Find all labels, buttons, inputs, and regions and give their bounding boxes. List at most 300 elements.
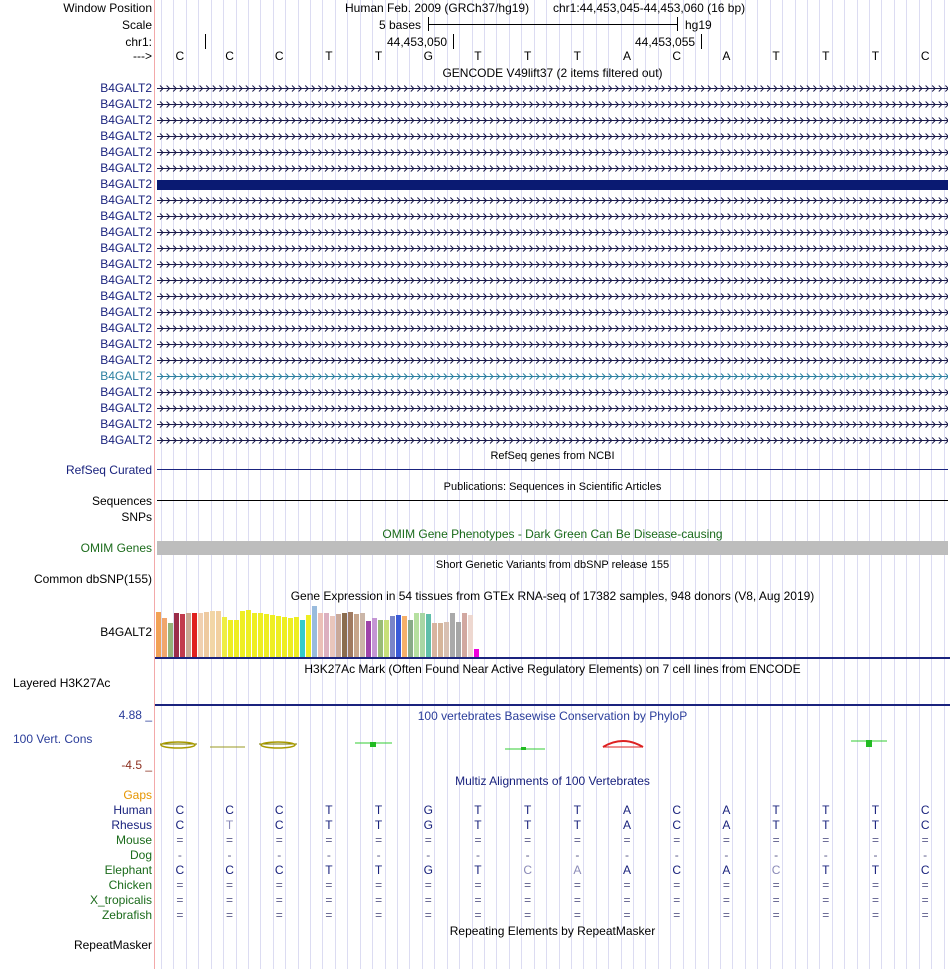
- gtex-bar[interactable]: [252, 613, 257, 657]
- alignment-base: T: [374, 818, 383, 832]
- alignment-base: =: [275, 833, 283, 847]
- alignment-base: T: [374, 803, 383, 817]
- alignment-base: T: [325, 863, 333, 877]
- gencode-transcript[interactable]: [157, 116, 948, 125]
- gencode-item-label[interactable]: B4GALT2: [100, 305, 152, 319]
- alignment-base: C: [523, 863, 532, 877]
- alignment-base: -: [227, 848, 232, 862]
- reference-base: T: [822, 49, 830, 63]
- alignment-base: -: [873, 848, 878, 862]
- gencode-item-label[interactable]: B4GALT2: [100, 401, 152, 415]
- reference-base: T: [772, 49, 780, 63]
- reference-base: T: [374, 49, 383, 63]
- gencode-item-label[interactable]: B4GALT2: [100, 113, 152, 127]
- gencode-item-label[interactable]: B4GALT2: [100, 337, 152, 351]
- publications-title: Publications: Sequences in Scientific Articles: [443, 481, 662, 493]
- refseq-title: RefSeq genes from NCBI: [490, 450, 615, 462]
- alignment-base: =: [275, 893, 283, 907]
- gencode-transcript[interactable]: [157, 308, 948, 317]
- alignment-base: C: [274, 818, 284, 832]
- reference-base: A: [623, 49, 632, 63]
- track-image[interactable]: [155, 0, 950, 969]
- gencode-item-label[interactable]: B4GALT2: [100, 369, 152, 383]
- gencode-item-label[interactable]: B4GALT2: [100, 145, 152, 159]
- alignment-base: =: [673, 878, 681, 892]
- gtex-bar[interactable]: [330, 616, 335, 657]
- alignment-base: =: [325, 833, 333, 847]
- gencode-transcript[interactable]: [157, 148, 948, 157]
- alignment-base: =: [822, 878, 830, 892]
- gtex-bar[interactable]: [270, 615, 275, 657]
- gtex-bar[interactable]: [348, 612, 353, 657]
- alignment-base: T: [474, 803, 482, 817]
- chrom-label: chr1:: [125, 35, 152, 49]
- gtex-bar[interactable]: [210, 611, 215, 657]
- alignment-base: =: [573, 833, 581, 847]
- gencode-transcript[interactable]: [157, 132, 948, 141]
- alignment-base: T: [822, 818, 830, 832]
- gencode-item-label[interactable]: B4GALT2: [100, 433, 152, 447]
- gencode-item-label[interactable]: B4GALT2: [100, 97, 152, 111]
- reference-base: T: [871, 49, 880, 63]
- h3k27ac-title: H3K27Ac Mark (Often Found Near Active Regulatory Elements) on 7 cell lines from ENCODE: [304, 662, 801, 676]
- gtex-bar[interactable]: [162, 618, 167, 657]
- alignment-base: =: [375, 893, 383, 907]
- alignment-base: A: [722, 818, 731, 832]
- alignment-base: =: [226, 908, 234, 922]
- gencode-transcript[interactable]: [157, 388, 948, 397]
- gencode-transcript[interactable]: [157, 436, 948, 445]
- alignment-base: =: [275, 878, 283, 892]
- alignment-base: =: [573, 878, 581, 892]
- dbsnp-label[interactable]: Common dbSNP(155): [33, 572, 152, 586]
- phylop-mark: [521, 747, 526, 750]
- phylop-label[interactable]: 100 Vert. Cons: [13, 732, 93, 746]
- reference-base: C: [920, 49, 930, 63]
- scale-text: 5 bases: [379, 18, 422, 32]
- tick-2: [453, 34, 454, 49]
- alignment-base: T: [523, 818, 532, 832]
- gtex-bar[interactable]: [420, 613, 425, 657]
- alignment-base: -: [177, 848, 182, 862]
- alignment-base: A: [722, 863, 731, 877]
- gencode-item-label[interactable]: B4GALT2: [100, 385, 152, 399]
- species-label: Elephant: [104, 863, 152, 877]
- alignment-base: =: [424, 833, 432, 847]
- gencode-item-label[interactable]: B4GALT2: [100, 241, 152, 255]
- assembly-title: Human Feb. 2009 (GRCh37/hg19): [345, 1, 530, 15]
- gtex-bar[interactable]: [240, 611, 245, 657]
- alignment-base: T: [474, 863, 482, 877]
- phylop-graph[interactable]: [155, 734, 950, 754]
- coord-1: 44,453,050: [387, 35, 448, 49]
- alignment-base: C: [225, 863, 234, 877]
- species-label: Dog: [129, 848, 152, 862]
- gtex-bar[interactable]: [180, 614, 185, 657]
- gtex-bar[interactable]: [174, 613, 179, 657]
- gtex-bar[interactable]: [186, 613, 191, 657]
- alignment-base: =: [275, 908, 283, 922]
- species-label: Mouse: [115, 833, 152, 847]
- gencode-item-label[interactable]: B4GALT2: [100, 177, 152, 191]
- alignment-base: =: [524, 893, 532, 907]
- alignment-base: =: [921, 908, 929, 922]
- alignment-base: =: [573, 893, 581, 907]
- gtex-bar[interactable]: [198, 613, 203, 657]
- publications-line[interactable]: [157, 500, 948, 501]
- phylop-mark: [370, 742, 376, 747]
- gtex-bar[interactable]: [444, 622, 449, 657]
- species-label: Human: [113, 803, 152, 817]
- alignment-base: A: [573, 863, 582, 877]
- gencode-item-label[interactable]: B4GALT2: [100, 193, 152, 207]
- alignment-base: =: [474, 908, 482, 922]
- alignment-base: C: [175, 818, 185, 832]
- alignment-base: -: [575, 848, 580, 862]
- alignment-base: =: [673, 908, 681, 922]
- gtex-bar[interactable]: [468, 615, 473, 657]
- refseq-line[interactable]: [157, 469, 948, 470]
- alignment-base: =: [226, 833, 234, 847]
- reference-base: C: [175, 49, 185, 63]
- gtex-bar[interactable]: [204, 612, 209, 657]
- gencode-transcript[interactable]: [157, 164, 948, 173]
- gtex-bar[interactable]: [216, 611, 221, 657]
- gtex-bar[interactable]: [462, 613, 467, 657]
- alignment-base: =: [722, 833, 730, 847]
- alignment-base: =: [226, 878, 234, 892]
- scale-bar: [428, 17, 678, 31]
- alignment-base: T: [772, 803, 780, 817]
- phylop-max: 4.88 _: [118, 708, 152, 722]
- alignment-base: =: [772, 893, 780, 907]
- gtex-bar[interactable]: [168, 623, 173, 657]
- phylop-mark: [866, 740, 872, 747]
- alignment-base: =: [176, 908, 184, 922]
- alignment-base: G: [423, 818, 433, 832]
- alignment-base: =: [375, 833, 383, 847]
- gtex-bar[interactable]: [318, 613, 323, 657]
- species-label: X_tropicalis: [89, 893, 152, 907]
- reference-base: T: [325, 49, 333, 63]
- gtex-bar[interactable]: [156, 612, 161, 657]
- alignment-base: =: [375, 908, 383, 922]
- alignment-base: =: [226, 893, 234, 907]
- alignment-base: =: [822, 833, 830, 847]
- gencode-item-label[interactable]: B4GALT2: [100, 289, 152, 303]
- gencode-transcript[interactable]: [157, 324, 948, 333]
- gtex-bar[interactable]: [372, 618, 377, 657]
- gencode-transcript[interactable]: [157, 84, 948, 93]
- alignment-base: C: [274, 863, 284, 877]
- alignment-base: T: [573, 818, 582, 832]
- alignment-base: -: [923, 848, 928, 862]
- gencode-transcript[interactable]: [157, 420, 948, 429]
- alignment-base: T: [871, 863, 880, 877]
- gencode-transcript[interactable]: [157, 196, 948, 205]
- alignment-base: =: [424, 878, 432, 892]
- alignment-base: C: [225, 803, 234, 817]
- alignment-base: -: [625, 848, 630, 862]
- reference-base: C: [672, 49, 682, 63]
- position-readout: chr1:44,453,045-44,453,060 (16 bp): [553, 1, 746, 15]
- phylop-min: -4.5 _: [121, 758, 152, 772]
- alignment-base: C: [771, 863, 781, 877]
- gtex-bar[interactable]: [276, 616, 281, 657]
- alignment-base: =: [722, 878, 730, 892]
- gtex-bar[interactable]: [438, 623, 443, 657]
- gencode-item-label[interactable]: B4GALT2: [100, 321, 152, 335]
- gencode-transcript[interactable]: [157, 356, 948, 365]
- alignment-base: -: [326, 848, 331, 862]
- alignment-base: =: [176, 833, 184, 847]
- multiz-title: Multiz Alignments of 100 Vertebrates: [455, 774, 650, 788]
- gencode-item-label[interactable]: B4GALT2: [100, 81, 152, 95]
- alignment-base: =: [474, 878, 482, 892]
- alignment-base: A: [623, 863, 632, 877]
- alignment-base: =: [871, 833, 879, 847]
- gencode-transcript[interactable]: [157, 404, 948, 413]
- omim-bar[interactable]: [157, 541, 948, 555]
- gencode-transcript[interactable]: [157, 244, 948, 253]
- alignment-base: -: [525, 848, 530, 862]
- alignment-base: =: [325, 908, 333, 922]
- gtex-bar[interactable]: [384, 620, 389, 657]
- repeatmasker-title: Repeating Elements by RepeatMasker: [449, 924, 656, 938]
- alignment-base: T: [325, 803, 333, 817]
- alignment-base: =: [524, 833, 532, 847]
- gtex-bar[interactable]: [288, 618, 293, 657]
- gtex-bar[interactable]: [300, 620, 305, 657]
- gtex-bar[interactable]: [432, 623, 437, 657]
- reference-base: T: [474, 49, 482, 63]
- gencode-transcript[interactable]: [157, 372, 948, 381]
- h3k27ac-label[interactable]: Layered H3K27Ac: [13, 676, 111, 690]
- alignment-base: =: [772, 908, 780, 922]
- track-labels-sidebar: [0, 0, 154, 969]
- gtex-bar[interactable]: [282, 617, 287, 657]
- gencode-item-label[interactable]: B4GALT2: [100, 417, 152, 431]
- alignment-base: -: [277, 848, 282, 862]
- alignment-base: =: [822, 893, 830, 907]
- gtex-bar[interactable]: [414, 613, 419, 657]
- phylop-mark: [161, 742, 195, 748]
- alignment-base: =: [673, 833, 681, 847]
- sequences-label[interactable]: Sequences: [91, 494, 152, 508]
- alignment-base: =: [822, 908, 830, 922]
- reference-base: C: [274, 49, 284, 63]
- gtex-title: Gene Expression in 54 tissues from GTEx RNA-seq of 17382 samples, 948 donors (V8, Aug 2019): [290, 589, 815, 603]
- alignment-base: =: [424, 908, 432, 922]
- alignment-base: -: [376, 848, 381, 862]
- alignment-base: T: [474, 818, 482, 832]
- alignment-base: T: [822, 803, 830, 817]
- gtex-bar[interactable]: [390, 616, 395, 657]
- gtex-bar[interactable]: [306, 615, 311, 657]
- alignment-base: C: [274, 803, 284, 817]
- species-label: Chicken: [108, 878, 152, 892]
- alignment-base: C: [672, 818, 682, 832]
- gencode-transcript[interactable]: [157, 100, 948, 109]
- gencode-transcript[interactable]: [157, 260, 948, 269]
- gtex-bar[interactable]: [378, 620, 383, 657]
- gtex-bar[interactable]: [366, 621, 371, 657]
- gtex-bar[interactable]: [258, 613, 263, 657]
- alignment-base: =: [921, 833, 929, 847]
- phylop-title: 100 vertebrates Basewise Conservation by PhyloP: [417, 709, 688, 723]
- gencode-transcript[interactable]: [157, 340, 948, 349]
- gencode-transcript[interactable]: [157, 180, 948, 190]
- alignment-base: =: [921, 878, 929, 892]
- alignment-base: T: [871, 818, 880, 832]
- alignment-base: C: [672, 803, 682, 817]
- alignment-base: =: [871, 878, 879, 892]
- alignment-base: C: [672, 863, 682, 877]
- omim-label[interactable]: OMIM Genes: [80, 541, 152, 555]
- gencode-item-label[interactable]: B4GALT2: [100, 257, 152, 271]
- gencode-transcript[interactable]: [157, 276, 948, 285]
- species-label: Zebrafish: [101, 908, 152, 922]
- gtex-bar[interactable]: [336, 614, 341, 657]
- gtex-bar[interactable]: [234, 620, 239, 657]
- gtex-bar[interactable]: [228, 620, 233, 657]
- gtex-bar[interactable]: [222, 617, 227, 657]
- gencode-item-label[interactable]: B4GALT2: [100, 273, 152, 287]
- alignment-base: =: [474, 833, 482, 847]
- alignment-base: C: [920, 803, 930, 817]
- reference-base: G: [423, 49, 433, 63]
- alignment-base: G: [423, 803, 433, 817]
- reference-base: T: [573, 49, 582, 63]
- scale-label: Scale: [121, 18, 152, 32]
- alignment-base: -: [774, 848, 779, 862]
- alignment-base: =: [424, 893, 432, 907]
- omim-title: OMIM Gene Phenotypes - Dark Green Can Be Disease-causing: [382, 527, 723, 541]
- gtex-bar[interactable]: [192, 613, 197, 657]
- gtex-bar[interactable]: [474, 649, 479, 657]
- reference-base: A: [722, 49, 731, 63]
- window-position-label: Window Position: [63, 1, 152, 15]
- gtex-bar[interactable]: [426, 614, 431, 657]
- gtex-bar[interactable]: [396, 615, 401, 657]
- coord-2: 44,453,055: [635, 35, 696, 49]
- gtex-bar[interactable]: [324, 613, 329, 657]
- alignment-base: C: [920, 818, 930, 832]
- gtex-bar[interactable]: [450, 613, 455, 657]
- refseq-label[interactable]: RefSeq Curated: [65, 463, 152, 477]
- gencode-transcript[interactable]: [157, 228, 948, 237]
- alignment-base: =: [623, 878, 631, 892]
- repeatmasker-label[interactable]: RepeatMasker: [73, 938, 152, 952]
- species-label: Rhesus: [111, 818, 152, 832]
- gaps-label: Gaps: [123, 788, 152, 802]
- alignment-base: =: [474, 893, 482, 907]
- alignment-base: -: [674, 848, 679, 862]
- reference-base: C: [225, 49, 234, 63]
- strand-label: --->: [133, 49, 152, 63]
- alignment-base: =: [772, 878, 780, 892]
- gtex-bar[interactable]: [354, 614, 359, 657]
- alignment-base: =: [623, 833, 631, 847]
- alignment-base: T: [225, 818, 234, 832]
- alignment-base: =: [176, 878, 184, 892]
- alignment-base: T: [374, 863, 383, 877]
- gtex-bar[interactable]: [408, 620, 413, 657]
- gencode-item-label[interactable]: B4GALT2: [100, 353, 152, 367]
- gencode-item-label[interactable]: B4GALT2: [100, 225, 152, 239]
- alignment-base: C: [175, 803, 185, 817]
- h3k27ac-line[interactable]: [155, 704, 950, 706]
- alignment-base: =: [524, 908, 532, 922]
- phylop-mark: [261, 742, 295, 748]
- alignment-base: -: [426, 848, 431, 862]
- gencode-transcript[interactable]: [157, 292, 948, 301]
- alignment-base: =: [325, 893, 333, 907]
- alignment-base: =: [524, 878, 532, 892]
- gtex-bar[interactable]: [342, 613, 347, 657]
- gencode-item-label[interactable]: B4GALT2: [100, 209, 152, 223]
- alignment-base: C: [920, 863, 930, 877]
- alignment-base: =: [871, 893, 879, 907]
- gencode-item-label[interactable]: B4GALT2: [100, 161, 152, 175]
- alignment-base: =: [375, 878, 383, 892]
- alignment-base: A: [722, 803, 731, 817]
- alignment-base: T: [573, 803, 582, 817]
- alignment-base: A: [623, 818, 632, 832]
- alignment-base: =: [722, 908, 730, 922]
- alignment-base: =: [722, 893, 730, 907]
- alignment-base: T: [822, 863, 830, 877]
- alignment-base: =: [325, 878, 333, 892]
- alignment-base: =: [623, 908, 631, 922]
- scale-db: hg19: [685, 18, 712, 32]
- alignment-base: -: [475, 848, 480, 862]
- dbsnp-title: Short Genetic Variants from dbSNP release 155: [435, 559, 670, 571]
- alignment-base: =: [623, 893, 631, 907]
- gencode-transcript[interactable]: [157, 212, 948, 221]
- gtex-baseline: [155, 657, 950, 659]
- gtex-label[interactable]: B4GALT2: [100, 625, 152, 639]
- alignment-base: T: [325, 818, 333, 832]
- gtex-bar[interactable]: [402, 616, 407, 657]
- alignment-base: T: [772, 818, 780, 832]
- snps-label[interactable]: SNPs: [121, 510, 152, 524]
- alignment-base: =: [176, 893, 184, 907]
- gtex-bar[interactable]: [294, 617, 299, 657]
- reference-base: T: [523, 49, 532, 63]
- gtex-bar[interactable]: [246, 610, 251, 657]
- gtex-chart[interactable]: [155, 602, 950, 657]
- gtex-bar[interactable]: [456, 622, 461, 657]
- gencode-title: GENCODE V49lift37 (2 items filtered out): [442, 66, 663, 80]
- alignment-base: T: [871, 803, 880, 817]
- gtex-bar[interactable]: [312, 606, 317, 657]
- tick-1: [205, 34, 206, 49]
- alignment-base: =: [673, 893, 681, 907]
- tick-3: [701, 34, 702, 49]
- gtex-bar[interactable]: [264, 614, 269, 657]
- phylop-mark: [603, 741, 643, 747]
- alignment-base: A: [623, 803, 632, 817]
- alignment-base: G: [423, 863, 433, 877]
- gtex-bar[interactable]: [360, 613, 365, 657]
- alignment-base: =: [772, 833, 780, 847]
- alignment-base: -: [823, 848, 828, 862]
- alignment-base: =: [921, 893, 929, 907]
- alignment-base: =: [573, 908, 581, 922]
- gencode-item-label[interactable]: B4GALT2: [100, 129, 152, 143]
- alignment-base: T: [523, 803, 532, 817]
